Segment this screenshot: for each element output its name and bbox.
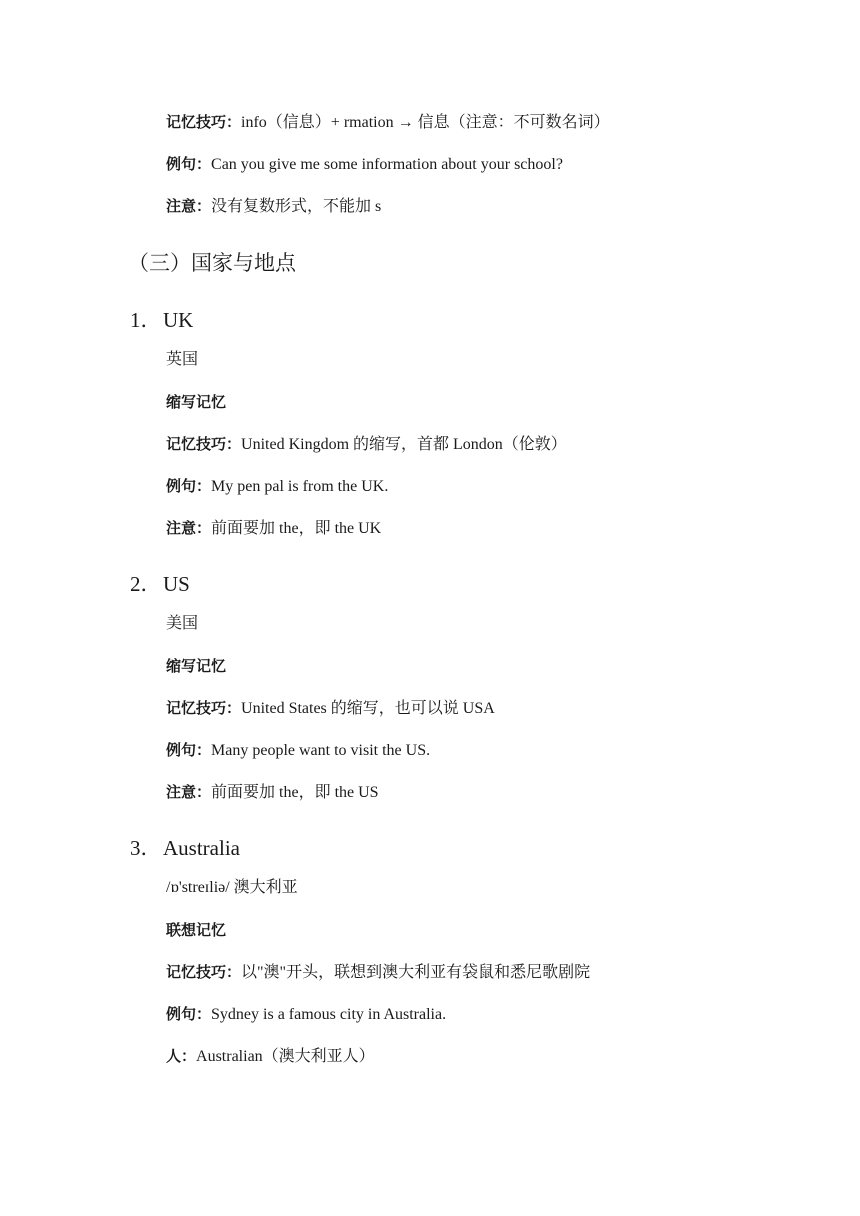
entry-category: 缩写记忆 xyxy=(166,657,227,675)
entry-tip-line xyxy=(166,962,590,983)
top-example-line xyxy=(166,154,563,175)
note-text: 前面要加 the，即 the UK xyxy=(211,520,382,537)
entry-category: 联想记忆 xyxy=(166,921,227,939)
entry-heading-australia xyxy=(130,835,240,861)
tip-label: 记忆技巧： xyxy=(166,699,242,717)
entry-number: 2． xyxy=(130,572,162,596)
entry-heading-us xyxy=(130,571,190,597)
tip-label: 记忆技巧： xyxy=(166,113,242,131)
entry-heading-uk xyxy=(130,307,193,333)
entry-number: 1． xyxy=(130,308,162,332)
entry-person-line xyxy=(166,1046,375,1067)
top-tip-line xyxy=(166,112,610,133)
entry-tip-line xyxy=(166,434,567,455)
example-text: Can you give me some information about your school? xyxy=(211,156,563,173)
entry-example-line xyxy=(166,1004,446,1025)
entry-example-line xyxy=(166,740,430,761)
note-label: 注意： xyxy=(166,519,212,537)
tip-text: info（信息）+ rmation → 信息（注意：不可数名词） xyxy=(241,114,610,131)
entry-meaning: /ɒ'streɪliə/ 澳大利亚 xyxy=(166,879,298,896)
example-label: 例句： xyxy=(166,155,212,173)
section-title: （三）国家与地点 xyxy=(128,251,296,275)
tip-label: 记忆技巧： xyxy=(166,963,242,981)
entry-note-line xyxy=(166,782,379,803)
tip-text: United States 的缩写，也可以说 USA xyxy=(241,700,495,717)
example-label: 例句： xyxy=(166,741,212,759)
entry-meaning: 美国 xyxy=(166,615,199,632)
tip-label: 记忆技巧： xyxy=(166,435,242,453)
entry-word: US xyxy=(163,572,190,596)
tip-text: United Kingdom 的缩写，首都 London（伦敦） xyxy=(241,436,567,453)
example-label: 例句： xyxy=(166,477,212,495)
note-label: 注意： xyxy=(166,783,212,801)
entry-note-line xyxy=(166,518,381,539)
entry-example-line xyxy=(166,476,388,497)
top-note-line xyxy=(166,196,381,217)
entry-word: Australia xyxy=(163,836,240,860)
example-text: My pen pal is from the UK. xyxy=(211,478,389,495)
example-label: 例句： xyxy=(166,1005,212,1023)
entry-meaning: 英国 xyxy=(166,351,199,368)
person-text: Australian（澳大利亚人） xyxy=(196,1048,375,1065)
entry-tip-line xyxy=(166,698,495,719)
note-text: 前面要加 the，即 the US xyxy=(211,784,379,801)
example-text: Sydney is a famous city in Australia. xyxy=(211,1006,447,1023)
note-text: 没有复数形式，不能加 s xyxy=(211,198,382,215)
example-text: Many people want to visit the US. xyxy=(211,742,431,759)
entry-category: 缩写记忆 xyxy=(166,393,227,411)
tip-text: 以"澳"开头，联想到澳大利亚有袋鼠和悉尼歌剧院 xyxy=(241,964,591,981)
person-label: 人： xyxy=(166,1047,197,1065)
entry-number: 3． xyxy=(130,836,162,860)
entry-word: UK xyxy=(163,308,194,332)
note-label: 注意： xyxy=(166,197,212,215)
